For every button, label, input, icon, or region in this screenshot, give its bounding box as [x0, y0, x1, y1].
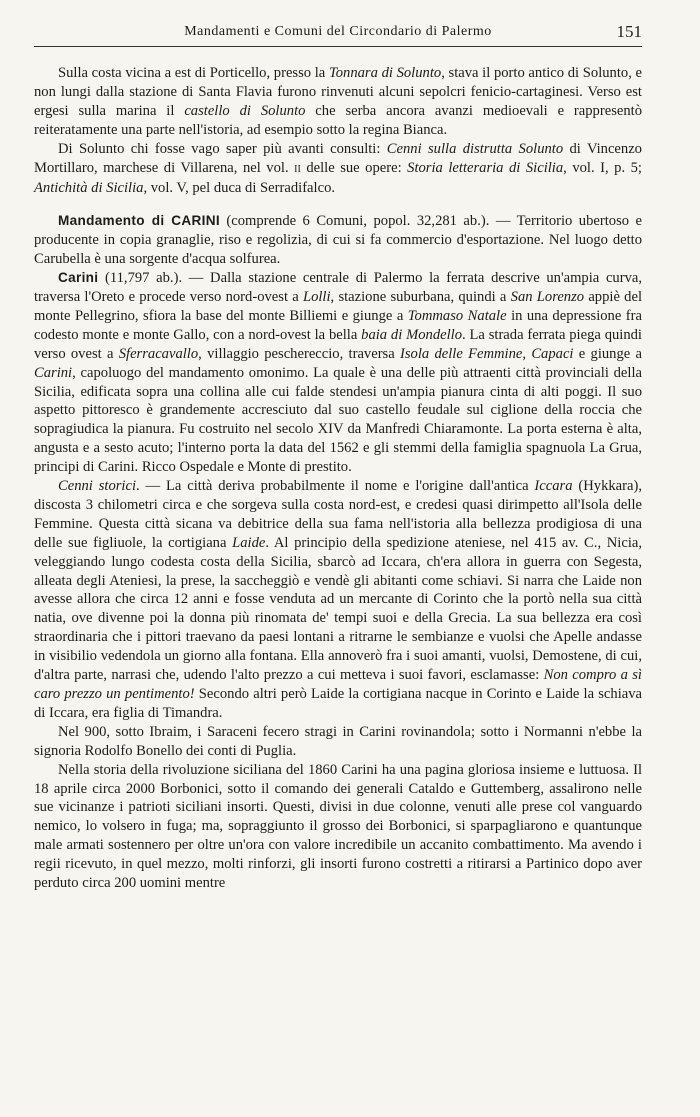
- paragraph-cenni-storici: Cenni storici. — La città deriva probabilmente il nome e l'origine dall'antica Iccara (Hykkara), discosta 3 chilometri circa e che sorgeva sulla costa nord-est, e credesi quasi dirimpetto all'Isola delle Femmine. Questa città sicana va debitrice della sua fama nell'istoria alla bellezza prodigiosa di una delle sue figliuole, la cortigiana Laide. Al principio della spedizione ateniese, nel 415 av. C., Nicia, veleggiando lungo codesta costa della Sicilia, sbarcò ad Iccara, ch'era allora in guerra con Segesta, alleata degli Ateniesi, la prese, la saccheggiò e vendè gli abitanti come schiavi. Si narra che Laide non avesse allora che circa 12 anni e fosse venduta ad un mercante di Corinto che la portò nella sua città natia, ove divenne poi la donna più rinomata de' tempi suoi e della Grecia. La sua bellezza era così straordinaria che i pittori traevano da paesi lontani a ritrarne le sembianze e vuolsi che Apelle andasse in visibilio vedendola un giorno alla fontana. Ella annoverò fra i suoi amanti, vuolsi, Demostene, di cui, d'altra parte, narrasi che, udendo l'alto prezzo a cui metteva i suoi favori, esclamasse: Non compro a sì caro prezzo un pentimento! Secondo altri però Laide la cortigiana nacque in Corinto e Laide la schiava di Iccara, era figlia di Timandra.: [34, 478, 643, 721]
- paragraph-mandamento-carini: Mandamento di CARINI (comprende 6 Comuni, popol. 32,281 ab.). — Territorio ubertoso e producente in copia granaglie, riso e regolizia, di cui si fa commercio d'esportazione. Nel luogo detto Carubella è una sorgente d'acqua solfurea.: [34, 213, 642, 268]
- paragraph-solunto-sources: Di Solunto chi fosse vago saper più avanti consulti: Cenni sulla distrutta Solunto di Vincenzo Mortillaro, marchese di Villarena, nel vol. II delle sue opere: Storia letteraria di Sicilia, vol. I, p. 5; Antichità di Sicilia, vol. V, pel duca di Serradifalco.: [34, 140, 642, 197]
- section-heading: Mandamento di CARINI: [58, 213, 220, 229]
- paragraph-solunto-port: Sulla costa vicina a est di Porticello, presso la Tonnara di Solunto, stava il porto antico di Solunto, e non lungi dalla stazione di Santa Flavia furono rinvenuti alcuni sepolcri fenicio-cartaginesi. Verso est ergesi sulla marina il castello di Solunto che serba ancora avanzi medioevali e rappresentò reiteratamente una parte nell'istoria, ad esempio sotto la regina Bianca.: [34, 65, 642, 138]
- running-title: Mandamenti e Comuni del Circondario di Palermo: [184, 24, 492, 39]
- page-number: 151: [616, 22, 642, 41]
- town-heading: Carini: [58, 270, 99, 286]
- paragraph-carini-town: Carini (11,797 ab.). — Dalla stazione centrale di Palermo la ferrata descrive un'ampia curva, traversa l'Oreto e procede verso nord-ovest a Lolli, stazione suburbana, quindi a San Lorenzo appiè del monte Pellegrino, sfiora la base del monte Billiemi e giunge a Tommaso Natale in una depressione fra codesto monte e monte Gallo, con a nord-ovest la bella baia di Mondello. La strada ferrata piega quindi verso ovest a Sferracavallo, villaggio peschereccio, traversa Isola delle Femmine, Capaci e giunge a Carini, capoluogo del mandamento omonimo. La quale è una delle più attraenti città provinciali della Sicilia, edificata sopra una collina alle cui falde stendesi un'ampia pianura cinta di alti poggi. Il suo aspetto pittoresco è grandemente accresciuto dal suo castello feudale sul ciglione della roccia che sopragiudica la pianura. Fu costruito nel secolo XIV da Manfredi Chiaramonte. La porta esterna è alta, angusta e a sesto acuto; l'interno porta la data del 1562 e gli stemmi della famiglia spagnuola La Grua, principi di Carini. Ricco Ospedale e Monte di prestito.: [34, 270, 642, 476]
- running-header: [34, 24, 642, 47]
- paragraph-year-900: Nel 900, sotto Ibraim, i Saraceni fecero stragi in Carini rovinandola; sotto i Normanni n'ebbe la signoria Rodolfo Bonello dei conti di Puglia.: [34, 723, 642, 759]
- paragraph-revolution-1860: Nella storia della rivoluzione siciliana del 1860 Carini ha una pagina gloriosa insieme e luttuosa. Il 18 aprile circa 2000 Borbonici, sotto il comando dei generali Cataldo e Guttemberg, assalirono nelle sue vicinanze i patrioti siciliani insorti. Questi, divisi in due colonne, venuti alle prese col vanguardo nemico, lo volsero in fuga; ma, sopraggiunto il grosso dei Borbonici, si sparpagliarono e quantunque male armati sostennero per oltre un'ora con valore incredibile un accanito combattimento. Ma avendo i regii ricevuto, in quel mezzo, molti rinforzi, gli insorti furono costretti a ritirarsi a Partinico dopo aver perduto circa 200 uomini mentre: [34, 761, 642, 892]
- page-body: [34, 64, 642, 893]
